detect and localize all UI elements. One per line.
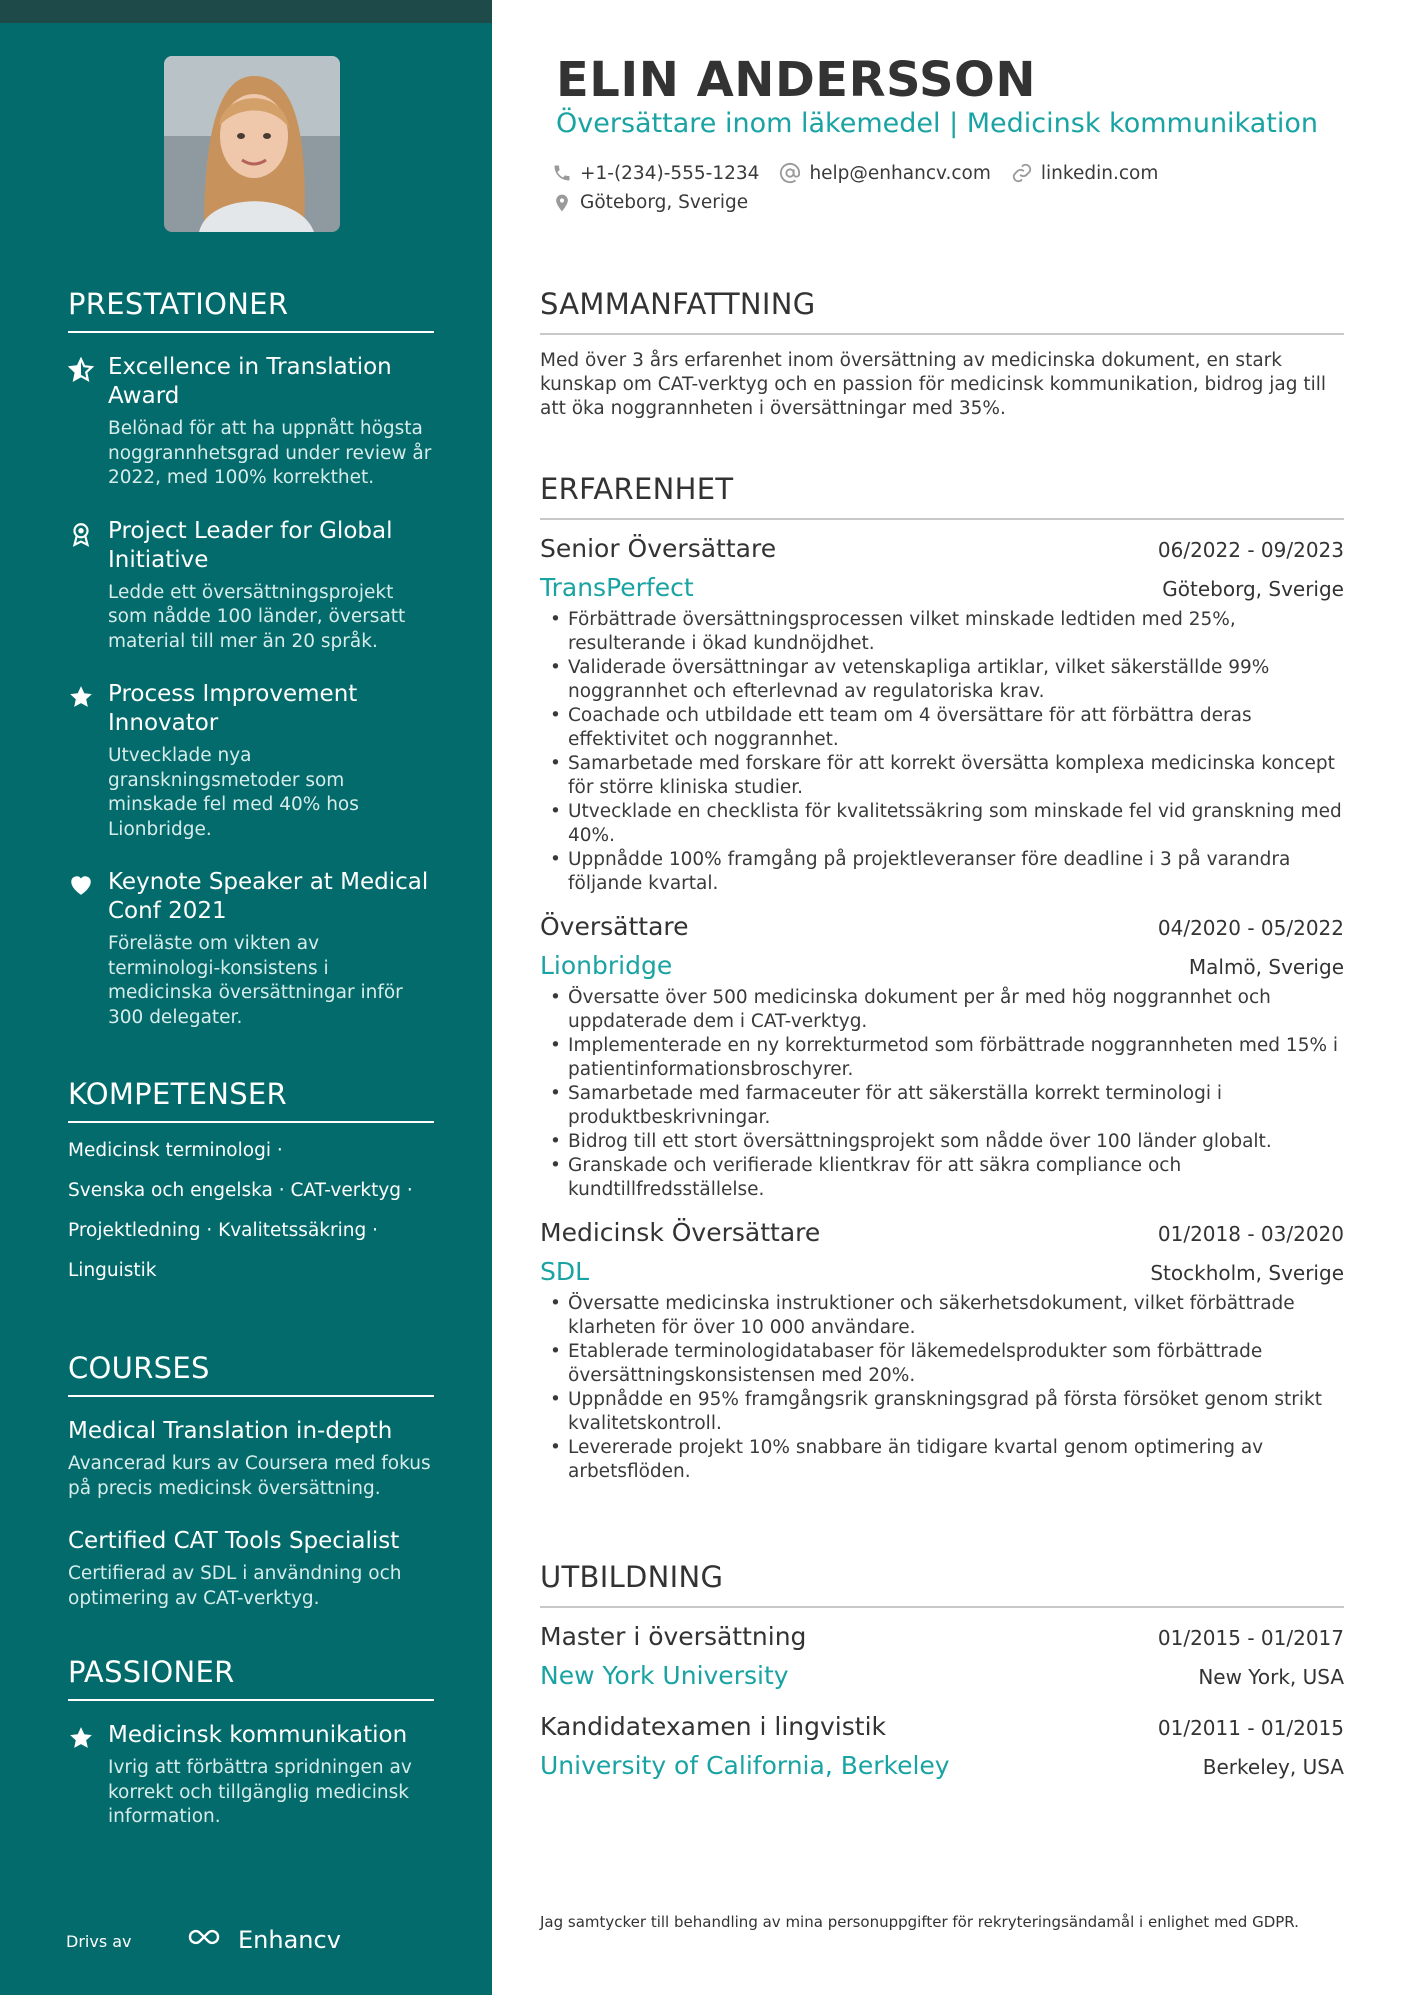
achievement-item: [68, 680, 434, 842]
gdpr-consent: Jag samtycker till behandling av mina personuppgifter för rekryteringsändamål i enlighet med GDPR.: [540, 1913, 1299, 1931]
heart-icon: [68, 872, 94, 898]
contact-location: [552, 192, 748, 213]
achievement-item: [68, 517, 434, 655]
job-dates: 06/2022 - 09/2023: [1157, 538, 1344, 562]
bullet-item: • Översatte medicinska instruktioner och säkerhetsdokument, vilket förbättrade klarheten för över 10 000 användare.: [540, 1292, 1344, 1340]
at-icon: [779, 162, 801, 184]
award-ribbon-icon: [68, 521, 94, 547]
course-desc: Avancerad kurs av Coursera med fokus på precis medicinsk översättning.: [68, 1453, 431, 1499]
job-entry: [540, 912, 1344, 1202]
course-item: [68, 1417, 434, 1501]
edu-school: New York University: [540, 1661, 789, 1690]
location-text: Göteborg, Sverige: [580, 192, 749, 213]
email-text: help@enhancv.com: [809, 162, 991, 184]
education-section: [540, 1560, 1344, 1780]
bullet-item: • Bidrog till ett stort översättningsprojekt som nådde över 100 länder globalt.: [540, 1130, 1344, 1154]
bullet-item: • Översatte över 500 medicinska dokument per år med hög noggrannhet och uppdaterade dem i CAT-verktyg.: [540, 986, 1344, 1034]
courses-title: COURSES: [68, 1351, 434, 1397]
summary-text: Med över 3 års erfarenhet inom översättning av medicinska dokument, en stark kunskap om CAT-verktyg och en passion för medicinsk kommunikation, bidrog jag till att öka noggrannheten i översättningar med 35%.: [540, 350, 1327, 419]
edu-location: Berkeley, USA: [1202, 1755, 1344, 1779]
linkedin-text: linkedin.com: [1040, 162, 1159, 184]
job-role: Översättare: [540, 912, 689, 941]
candidate-name: ELIN ANDERSSON: [556, 52, 1036, 108]
job-dates: 01/2018 - 03/2020: [1157, 1222, 1344, 1246]
phone-text: +1-(234)-555-1234: [580, 162, 760, 184]
edu-dates: 01/2011 - 01/2015: [1157, 1716, 1344, 1740]
skill-line: Linguistik: [68, 1260, 157, 1281]
achievement-desc: Ledde ett översättningsprojekt som nådde 100 länder, översatt material till mer än 20 språk.: [108, 581, 406, 652]
edu-school: University of California, Berkeley: [540, 1751, 950, 1780]
passions-section: [68, 1655, 434, 1830]
sidebar-top-strip: [0, 0, 492, 23]
passion-title: Medicinsk kommunikation: [108, 1722, 408, 1748]
bullet-item: • Samarbetade med forskare för att korrekt översätta komplexa medicinska koncept för större kliniska studier.: [540, 752, 1344, 800]
job-location: Göteborg, Sverige: [1162, 577, 1344, 601]
achievement-item: [68, 868, 434, 1030]
contact-email[interactable]: [779, 162, 990, 184]
bullet-item: • Levererade projekt 10% snabbare än tidigare kvartal genom optimering av arbetsflöden.: [540, 1436, 1344, 1484]
achievement-desc: Belönad för att ha uppnått högsta noggrannhetsgrad under review år 2022, med 100% korrekthet.: [108, 418, 432, 488]
courses-section: [68, 1351, 434, 1611]
achievement-item: [68, 353, 434, 491]
achievements-section: [68, 287, 434, 1030]
achievement-desc: Utvecklade nya granskningsmetoder som minskade fel med 40% hos Lionbridge.: [108, 745, 359, 840]
skills-title: KOMPETENSER: [68, 1077, 434, 1123]
job-role: Senior Översättare: [540, 534, 777, 563]
passion-desc: Ivrig att förbättra spridningen av korrekt och tillgänglig medicinsk information.: [108, 1757, 412, 1827]
job-entry: [540, 1218, 1344, 1484]
education-entry: [540, 1622, 1344, 1690]
achievement-title: Excellence in Translation Award: [108, 354, 392, 409]
achievement-title: Project Leader for Global Initiative: [108, 517, 393, 573]
bullet-item: • Validerade översättningar av vetenskapliga artiklar, vilket säkerställde 99% noggrannhet och efterlevnad av regulatoriska krav.: [540, 656, 1344, 704]
bullet-item: • Uppnådde 100% framgång på projektleveranser före deadline i 3 på varandra följande kvartal.: [540, 848, 1344, 896]
star-icon: [68, 684, 94, 710]
contact-phone[interactable]: [552, 163, 759, 184]
candidate-title: Översättare inom läkemedel | Medicinsk kommunikation: [556, 108, 1318, 139]
job-entry: [540, 534, 1344, 896]
enhancv-logo[interactable]: [184, 1925, 341, 1955]
infinity-icon: [184, 1925, 228, 1955]
skill-line: Medicinsk terminologi ·: [68, 1140, 283, 1161]
achievements-title: PRESTATIONER: [68, 287, 434, 333]
star-icon: [68, 1725, 94, 1751]
contact-linkedin[interactable]: [1011, 162, 1158, 184]
education-title: UTBILDNING: [540, 1560, 1344, 1608]
avatar: [164, 56, 340, 232]
bullet-item: • Etablerade terminologidatabaser för läkemedelsprodukter som förbättrade översättningskonsistensen med 20%.: [540, 1340, 1344, 1388]
experience-section: [540, 472, 1344, 1484]
phone-icon: [552, 163, 572, 183]
skill-line: Svenska och engelska · CAT-verktyg ·: [68, 1180, 413, 1201]
summary-title: SAMMANFATTNING: [540, 287, 1344, 335]
job-company: TransPerfect: [540, 573, 694, 602]
contact-row-2: [552, 192, 768, 213]
course-title: Medical Translation in-depth: [68, 1418, 393, 1444]
bullet-item: • Uppnådde en 95% framgångsrik granskningsgrad på första försöket genom strikt kvalitetskontroll.: [540, 1388, 1344, 1436]
bullet-item: • Utvecklade en checklista för kvalitetssäkring som minskade fel vid granskning med 40%.: [540, 800, 1344, 848]
achievement-desc: Föreläste om vikten av terminologi-konsistens i medicinska översättningar inför 300 delegater.: [108, 933, 403, 1028]
brand-name: Enhancv: [238, 1926, 341, 1954]
education-entry: [540, 1712, 1344, 1780]
star-half-icon: [68, 357, 94, 383]
job-bullets: [540, 986, 1344, 1202]
passion-item: [68, 1721, 434, 1830]
edu-location: New York, USA: [1198, 1665, 1344, 1689]
edu-dates: 01/2015 - 01/2017: [1157, 1626, 1344, 1650]
course-title: Certified CAT Tools Specialist: [68, 1528, 400, 1554]
location-pin-icon: [552, 193, 572, 213]
edu-degree: Master i översättning: [540, 1622, 807, 1651]
bullet-item: • Granskade och verifierade klientkrav för att säkra compliance och kundtillfredsställelse.: [540, 1154, 1344, 1202]
link-icon: [1011, 162, 1033, 184]
powered-by-label: Drivs av: [66, 1932, 132, 1951]
job-dates: 04/2020 - 05/2022: [1157, 916, 1344, 940]
job-location: Stockholm, Sverige: [1150, 1261, 1344, 1285]
summary-section: [540, 287, 1344, 421]
passions-title: PASSIONER: [68, 1655, 434, 1701]
job-bullets: [540, 608, 1344, 896]
experience-title: ERFARENHET: [540, 472, 1344, 520]
skills-section: [68, 1077, 434, 1283]
job-bullets: [540, 1292, 1344, 1484]
contact-row: [552, 162, 1178, 184]
achievement-title: Keynote Speaker at Medical Conf 2021: [108, 869, 429, 924]
bullet-item: • Coachade och utbildade ett team om 4 översättare för att förbättra deras effektivitet och noggrannhet.: [540, 704, 1344, 752]
achievement-title: Process Improvement Innovator: [108, 681, 358, 736]
bullet-item: • Förbättrade översättningsprocessen vilket minskade ledtiden med 25%, resulterande i ökad kundnöjdhet.: [540, 608, 1344, 656]
course-item: [68, 1527, 434, 1611]
job-company: Lionbridge: [540, 951, 673, 980]
course-desc: Certifierad av SDL i användning och optimering av CAT-verktyg.: [68, 1563, 402, 1609]
skill-line: Projektledning · Kvalitetssäkring ·: [68, 1220, 378, 1241]
bullet-item: • Samarbetade med farmaceuter för att säkerställa korrekt terminologi i produktbeskrivningar.: [540, 1082, 1344, 1130]
job-company: SDL: [540, 1257, 590, 1286]
edu-degree: Kandidatexamen i lingvistik: [540, 1712, 886, 1741]
job-location: Malmö, Sverige: [1188, 955, 1344, 979]
bullet-item: • Implementerade en ny korrekturmetod som förbättrade noggrannheten med 15% i patientinformationsbroschyrer.: [540, 1034, 1344, 1082]
sidebar: [0, 0, 492, 1995]
job-role: Medicinsk Översättare: [540, 1218, 821, 1247]
